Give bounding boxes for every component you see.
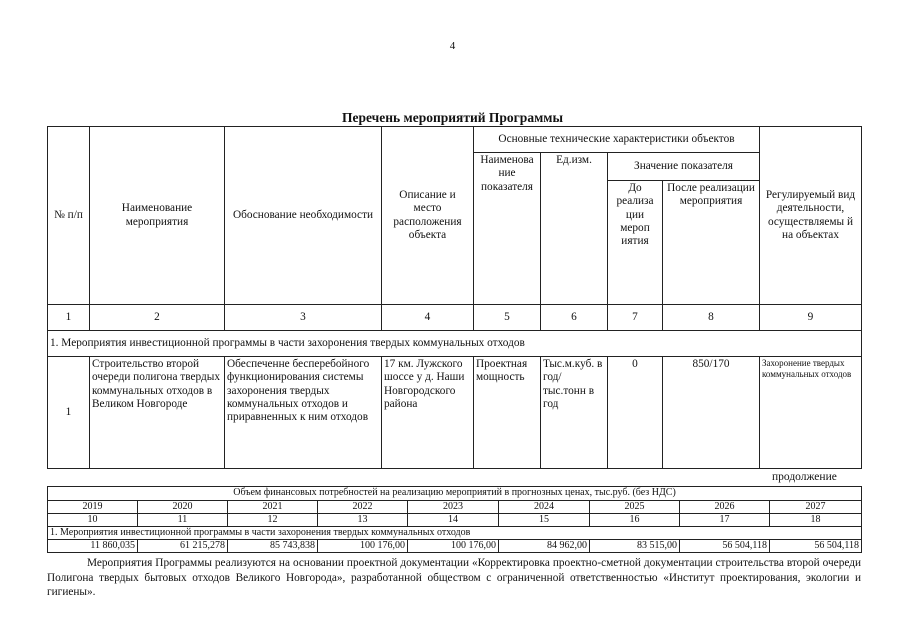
- column-number: 13: [318, 514, 408, 527]
- year-cell: 2019: [48, 501, 138, 514]
- header-location: Описание и место расположения объекта: [382, 127, 474, 305]
- column-number: 17: [680, 514, 770, 527]
- financing-header: Объем финансовых потребностей на реализацию мероприятий в прогнозных ценах, тыс.руб. (без НДС): [48, 487, 862, 501]
- year-cell: 2024: [499, 501, 590, 514]
- header-unit: Ед.изм.: [541, 153, 608, 305]
- page-title: Перечень мероприятий Программы: [341, 110, 563, 125]
- amount-cell: 61 215,278: [138, 540, 228, 553]
- header-before: До реализа ции мероп иятия: [608, 181, 663, 305]
- column-number: 7: [608, 305, 663, 331]
- row-after: 850/170: [663, 357, 760, 469]
- row-num: 1: [48, 357, 90, 469]
- amount-cell: 56 504,118: [770, 540, 862, 553]
- row-unit: Тыс.м.куб. в год/ тыс.тонн в год: [541, 357, 608, 469]
- header-reason: Обоснование необходимости: [225, 127, 382, 305]
- table-row: [48, 357, 862, 469]
- column-number: 1: [48, 305, 90, 331]
- year-cell: 2023: [408, 501, 499, 514]
- column-number: 8: [663, 305, 760, 331]
- header-tech-group: Основные технические характеристики объектов: [474, 127, 760, 153]
- column-number: 6: [541, 305, 608, 331]
- year-cell: 2027: [770, 501, 862, 514]
- row-location: 17 км. Лужского шоссе у д. Наши Новгородского района: [382, 357, 474, 469]
- amount-cell: 85 743,838: [228, 540, 318, 553]
- header-after: После реализации мероприятия: [663, 181, 760, 305]
- table-row: [48, 540, 862, 553]
- year-cell: 2026: [680, 501, 770, 514]
- continuation-label: продолжение: [772, 471, 837, 483]
- header-num: № п/п: [48, 127, 90, 305]
- amount-cell: 56 504,118: [680, 540, 770, 553]
- amount-cell: 100 176,00: [318, 540, 408, 553]
- column-number: 3: [225, 305, 382, 331]
- column-number: 10: [48, 514, 138, 527]
- column-number: 12: [228, 514, 318, 527]
- column-number: 16: [590, 514, 680, 527]
- year-cell: 2022: [318, 501, 408, 514]
- program-measures-table: [47, 126, 862, 469]
- column-number: 11: [138, 514, 228, 527]
- row-activity: Захоронение твердых коммунальных отходов: [760, 357, 862, 469]
- column-number: 15: [499, 514, 590, 527]
- header-name: Наименование мероприятия: [90, 127, 225, 305]
- column-number: 4: [382, 305, 474, 331]
- row-reason: Обеспеченне бесперебойного функционирования системы захоронения твердых коммунальных отходов и приравненных к ним отходов: [225, 357, 382, 469]
- amount-cell: 11 860,035: [48, 540, 138, 553]
- row-before: 0: [608, 357, 663, 469]
- header-activity: Регулируемый вид деятельности, осуществляемы й на объектах: [760, 127, 862, 305]
- section-row: 1. Мероприятия инвестиционной программы в части захоронения твердых коммунальных отходов: [48, 331, 862, 357]
- header-indicator: Наименова ние показателя: [474, 153, 541, 305]
- financing-section-row: 1. Мероприятия инвестиционной программы в части захоронения твердых коммунальных отходов: [48, 527, 862, 540]
- financing-table: [47, 486, 862, 553]
- column-number: 2: [90, 305, 225, 331]
- year-cell: 2025: [590, 501, 680, 514]
- header-value-group: Значение показателя: [608, 153, 760, 181]
- column-number: 18: [770, 514, 862, 527]
- column-number: 5: [474, 305, 541, 331]
- column-number: 9: [760, 305, 862, 331]
- amount-cell: 100 176,00: [408, 540, 499, 553]
- amount-cell: 83 515,00: [590, 540, 680, 553]
- body-paragraph: Мероприятия Программы реализуются на основании проектной документации «Корректировка проектно-сметной документации строительства второй очереди Полигона твердых бытовых отходов Великого Новгорода», разработанной обществом с ограниченной ответственностью «Институт проектирования, экологии и гигиены».: [47, 557, 861, 599]
- row-indicator: Проектная мощность: [474, 357, 541, 469]
- page-number: 4: [449, 40, 456, 52]
- column-number: 14: [408, 514, 499, 527]
- row-name: Строительство второй очереди полигона твердых коммунальных отходов в Великом Новгороде: [90, 357, 225, 469]
- year-cell: 2021: [228, 501, 318, 514]
- year-cell: 2020: [138, 501, 228, 514]
- amount-cell: 84 962,00: [499, 540, 590, 553]
